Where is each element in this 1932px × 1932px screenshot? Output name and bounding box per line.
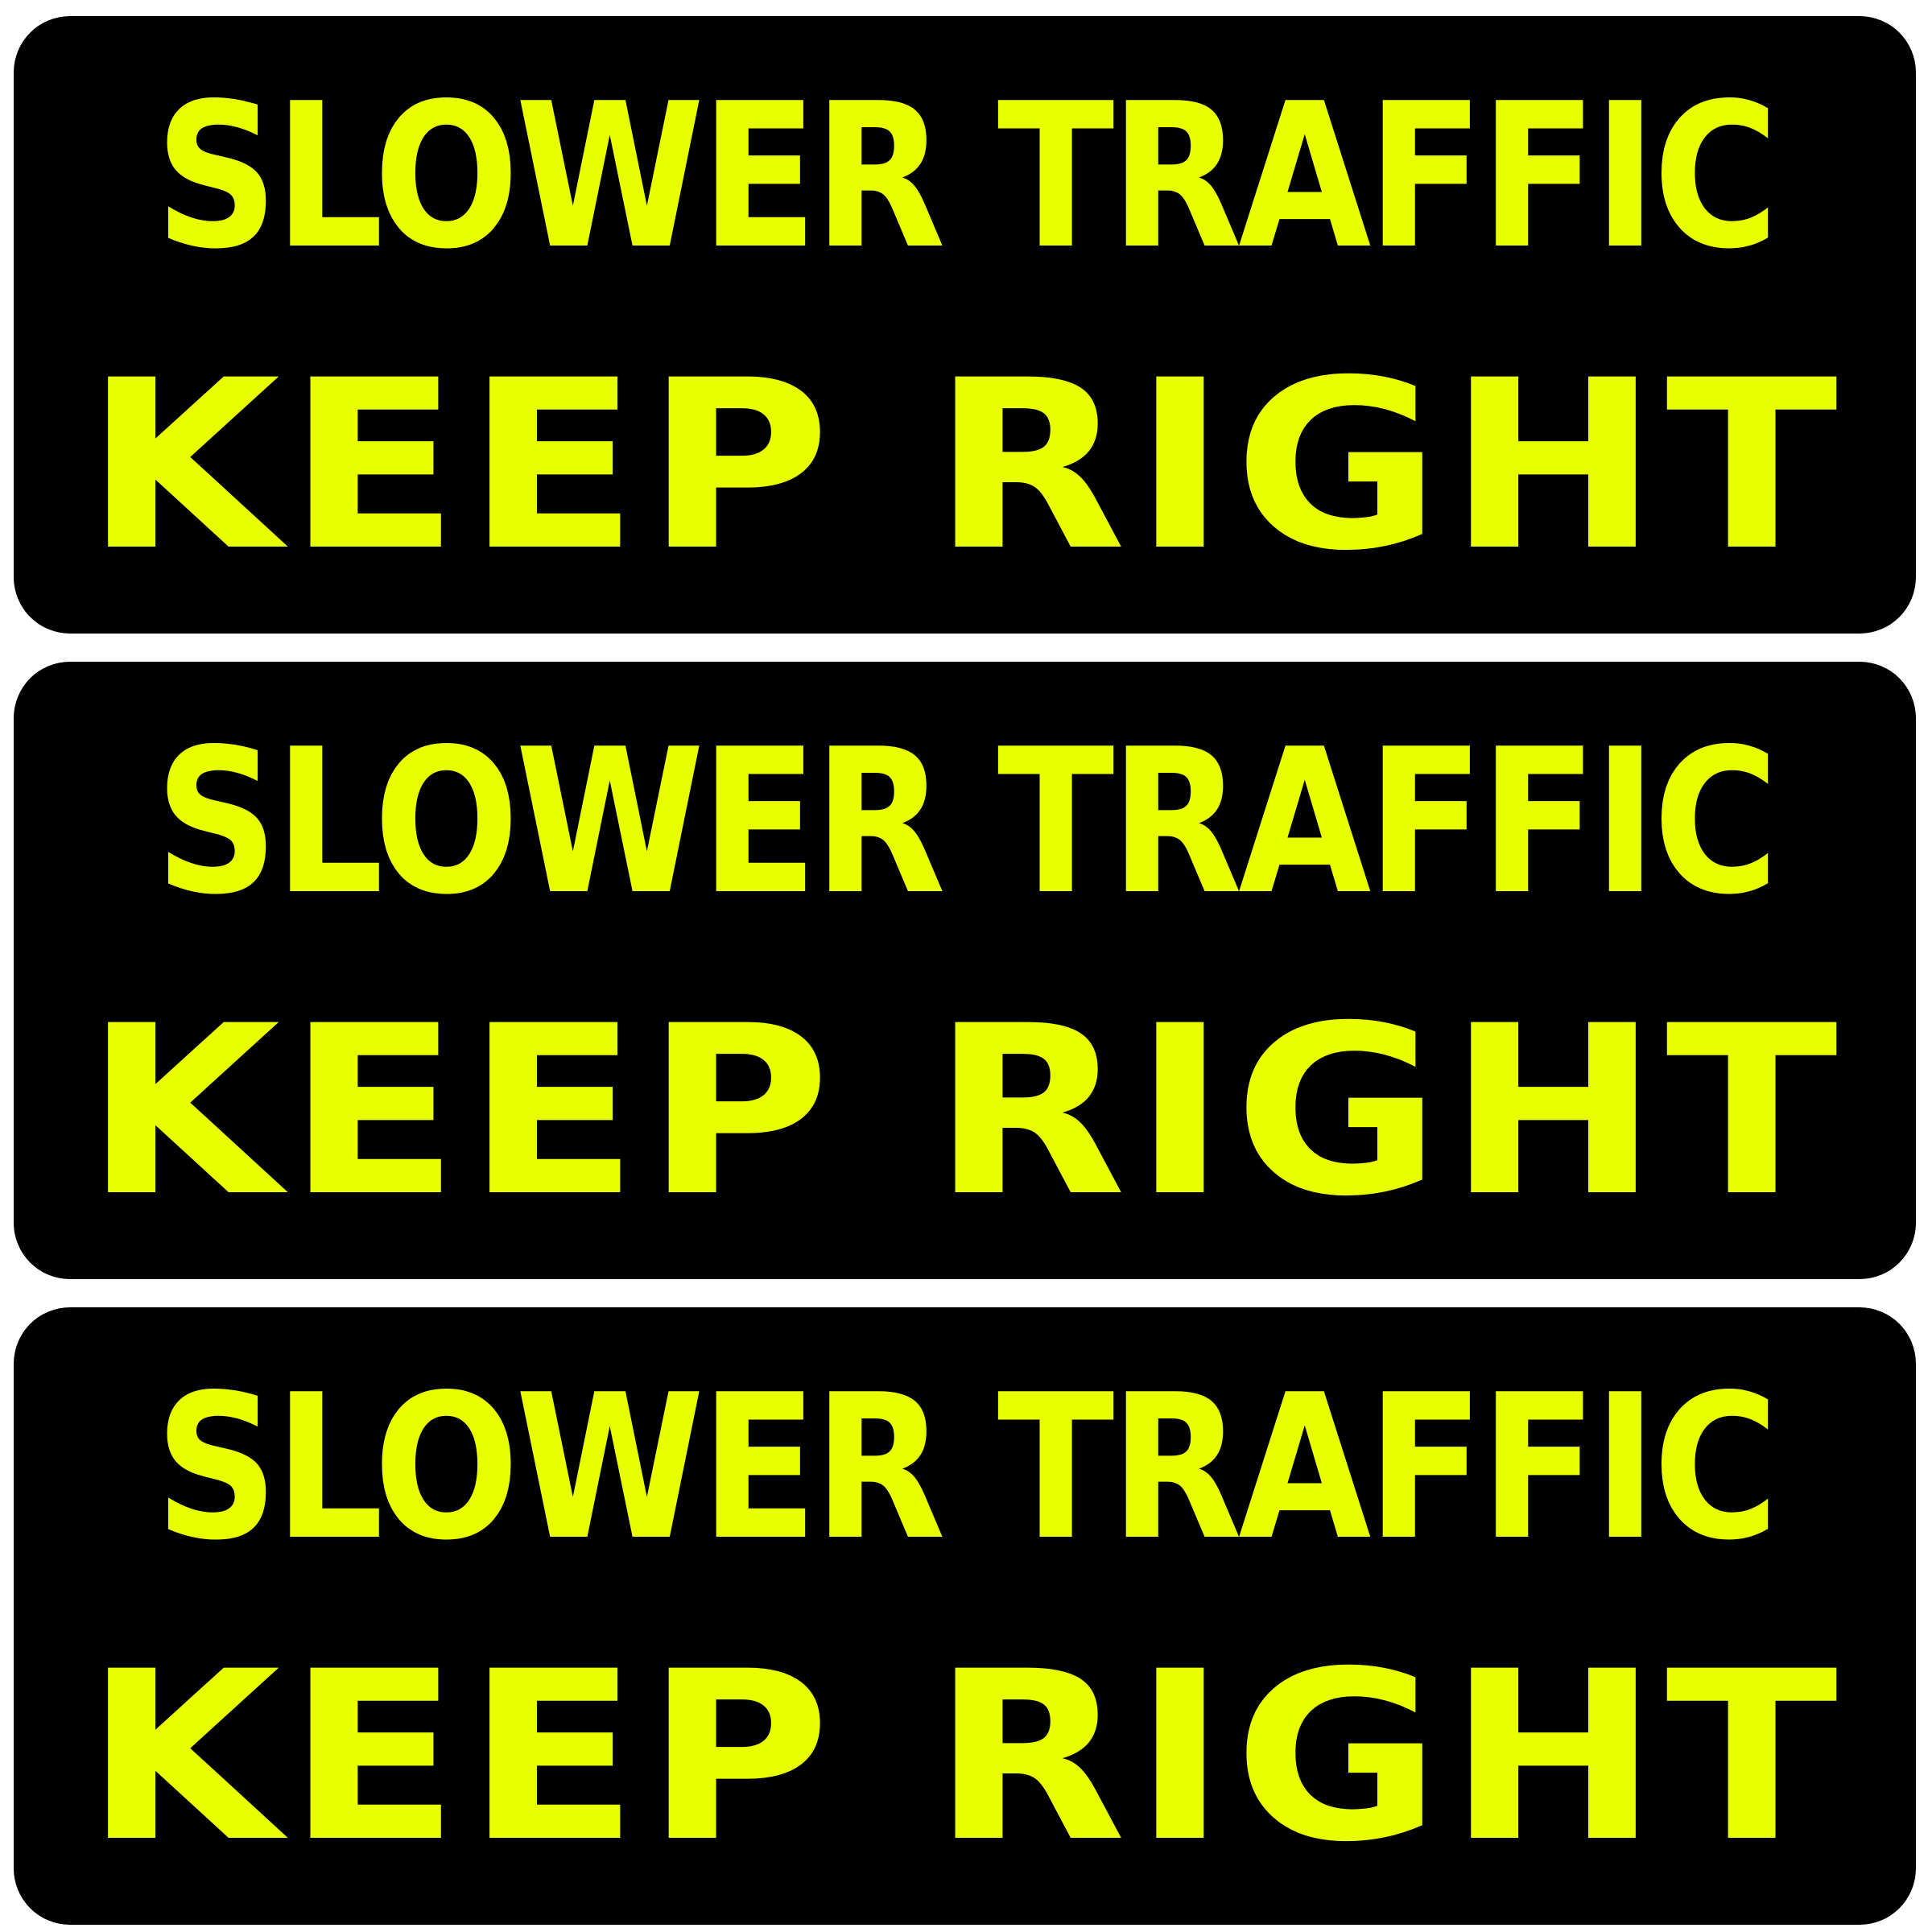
sign-line-slower-traffic: SLOWER TRAFFIC [155, 61, 1775, 293]
traffic-sign [14, 16, 1916, 634]
sign-line-keep-right: KEEP RIGHT [85, 998, 1845, 1225]
traffic-sign [14, 1307, 1916, 1925]
sign-line-slower-traffic: SLOWER TRAFFIC [155, 707, 1775, 939]
sign-line-keep-right: KEEP RIGHT [85, 353, 1845, 580]
traffic-sign [14, 662, 1916, 1279]
sign-line-slower-traffic: SLOWER TRAFFIC [155, 1352, 1775, 1584]
sign-line-keep-right: KEEP RIGHT [85, 1644, 1845, 1871]
